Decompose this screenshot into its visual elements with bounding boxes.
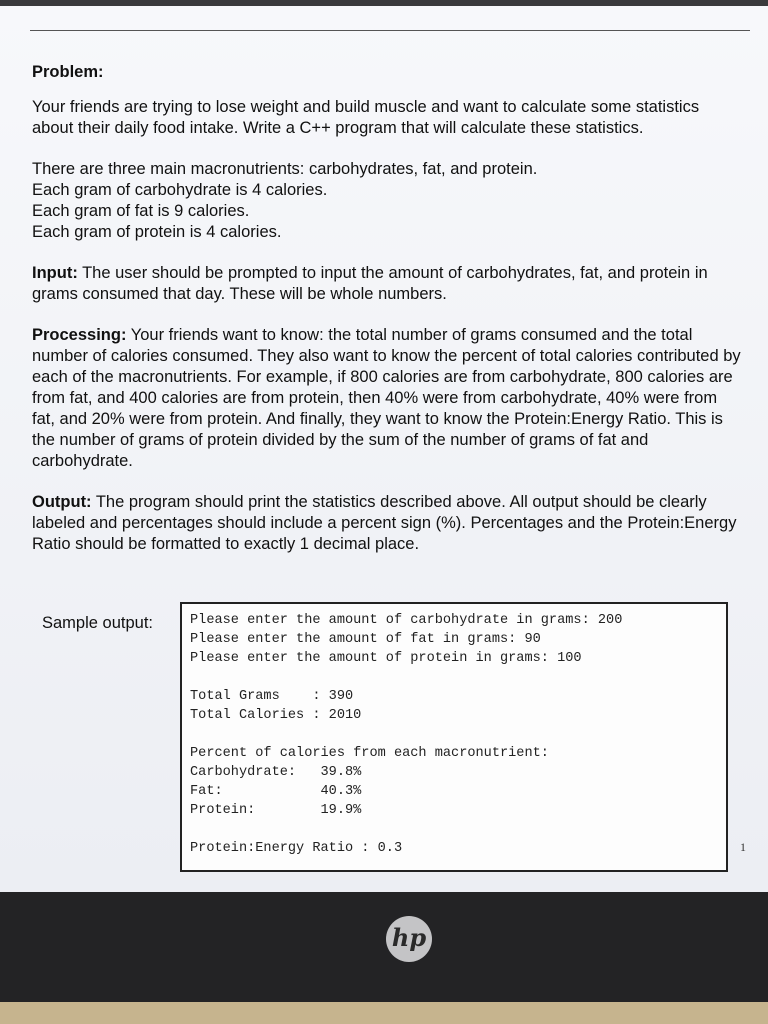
page-number: 1	[740, 840, 746, 854]
console-line: Fat: 40.3%	[190, 784, 362, 799]
input-label: Input:	[32, 264, 78, 282]
hp-logo-icon: hp	[386, 916, 432, 962]
monitor-bottom-bezel	[0, 892, 768, 1002]
console-line: Please enter the amount of protein in grams: 100	[190, 651, 582, 666]
intro-paragraph: Your friends are trying to lose weight and build muscle and want to calculate some statistics about their daily food intake. Write a C++ program that will calculate these statistics.	[32, 98, 700, 137]
output-label: Output:	[32, 493, 92, 511]
console-blank-line	[190, 820, 718, 839]
macronutrient-facts	[32, 159, 742, 243]
processing-label: Processing:	[32, 326, 127, 344]
macro-line: Each gram of carbohydrate is 4 calories.	[32, 181, 328, 199]
console-line: Carbohydrate: 39.8%	[190, 765, 362, 780]
input-paragraph	[32, 263, 742, 305]
sample-output-label: Sample output:	[42, 614, 153, 632]
console-line: Please enter the amount of fat in grams: 90	[190, 632, 541, 647]
processing-text: Your friends want to know: the total number of grams consumed and the total number of calories consumed. They also want to know the percent of total calories contributed by each of the macronutrients. For example, if 800 calories are from carbohydrate, 800 calories are from fat, and 400 calories are from protein, then 40% were from carbohydrate, 40% were from fat, and 20% were from protein. And finally, they want to know the Protein:Energy Ratio. This is the number of grams of protein divided by the sum of the number of grams of fat and carbohydrate.	[32, 326, 741, 470]
macro-line: There are three main macronutrients: carbohydrates, fat, and protein.	[32, 160, 538, 178]
problem-document	[32, 62, 742, 575]
header-rule	[30, 30, 750, 31]
console-blank-line	[190, 668, 718, 687]
output-text: The program should print the statistics described above. All output should be clearly labeled and percentages should include a percent sign (%). Percentages and the Protein:Energy Ratio should be formatted to exactly 1 decimal place.	[32, 493, 737, 553]
sample-output-console	[180, 602, 728, 872]
console-line: Please enter the amount of carbohydrate in grams: 200	[190, 613, 623, 628]
console-line: Total Grams : 390	[190, 689, 354, 704]
macro-line: Each gram of fat is 9 calories.	[32, 202, 250, 220]
problem-heading: Problem:	[32, 63, 104, 81]
document-screen	[0, 6, 768, 892]
console-line: Total Calories : 2010	[190, 708, 362, 723]
output-paragraph	[32, 492, 742, 555]
desk-surface	[0, 1002, 768, 1024]
console-line: Protein: 19.9%	[190, 803, 362, 818]
input-text: The user should be prompted to input the amount of carbohydrates, fat, and protein in grams consumed that day. These will be whole numbers.	[32, 264, 708, 303]
macro-line: Each gram of protein is 4 calories.	[32, 223, 282, 241]
console-line: Protein:Energy Ratio : 0.3	[190, 841, 403, 856]
processing-paragraph	[32, 325, 742, 472]
console-blank-line	[190, 725, 718, 744]
console-line: Percent of calories from each macronutrient:	[190, 746, 549, 761]
